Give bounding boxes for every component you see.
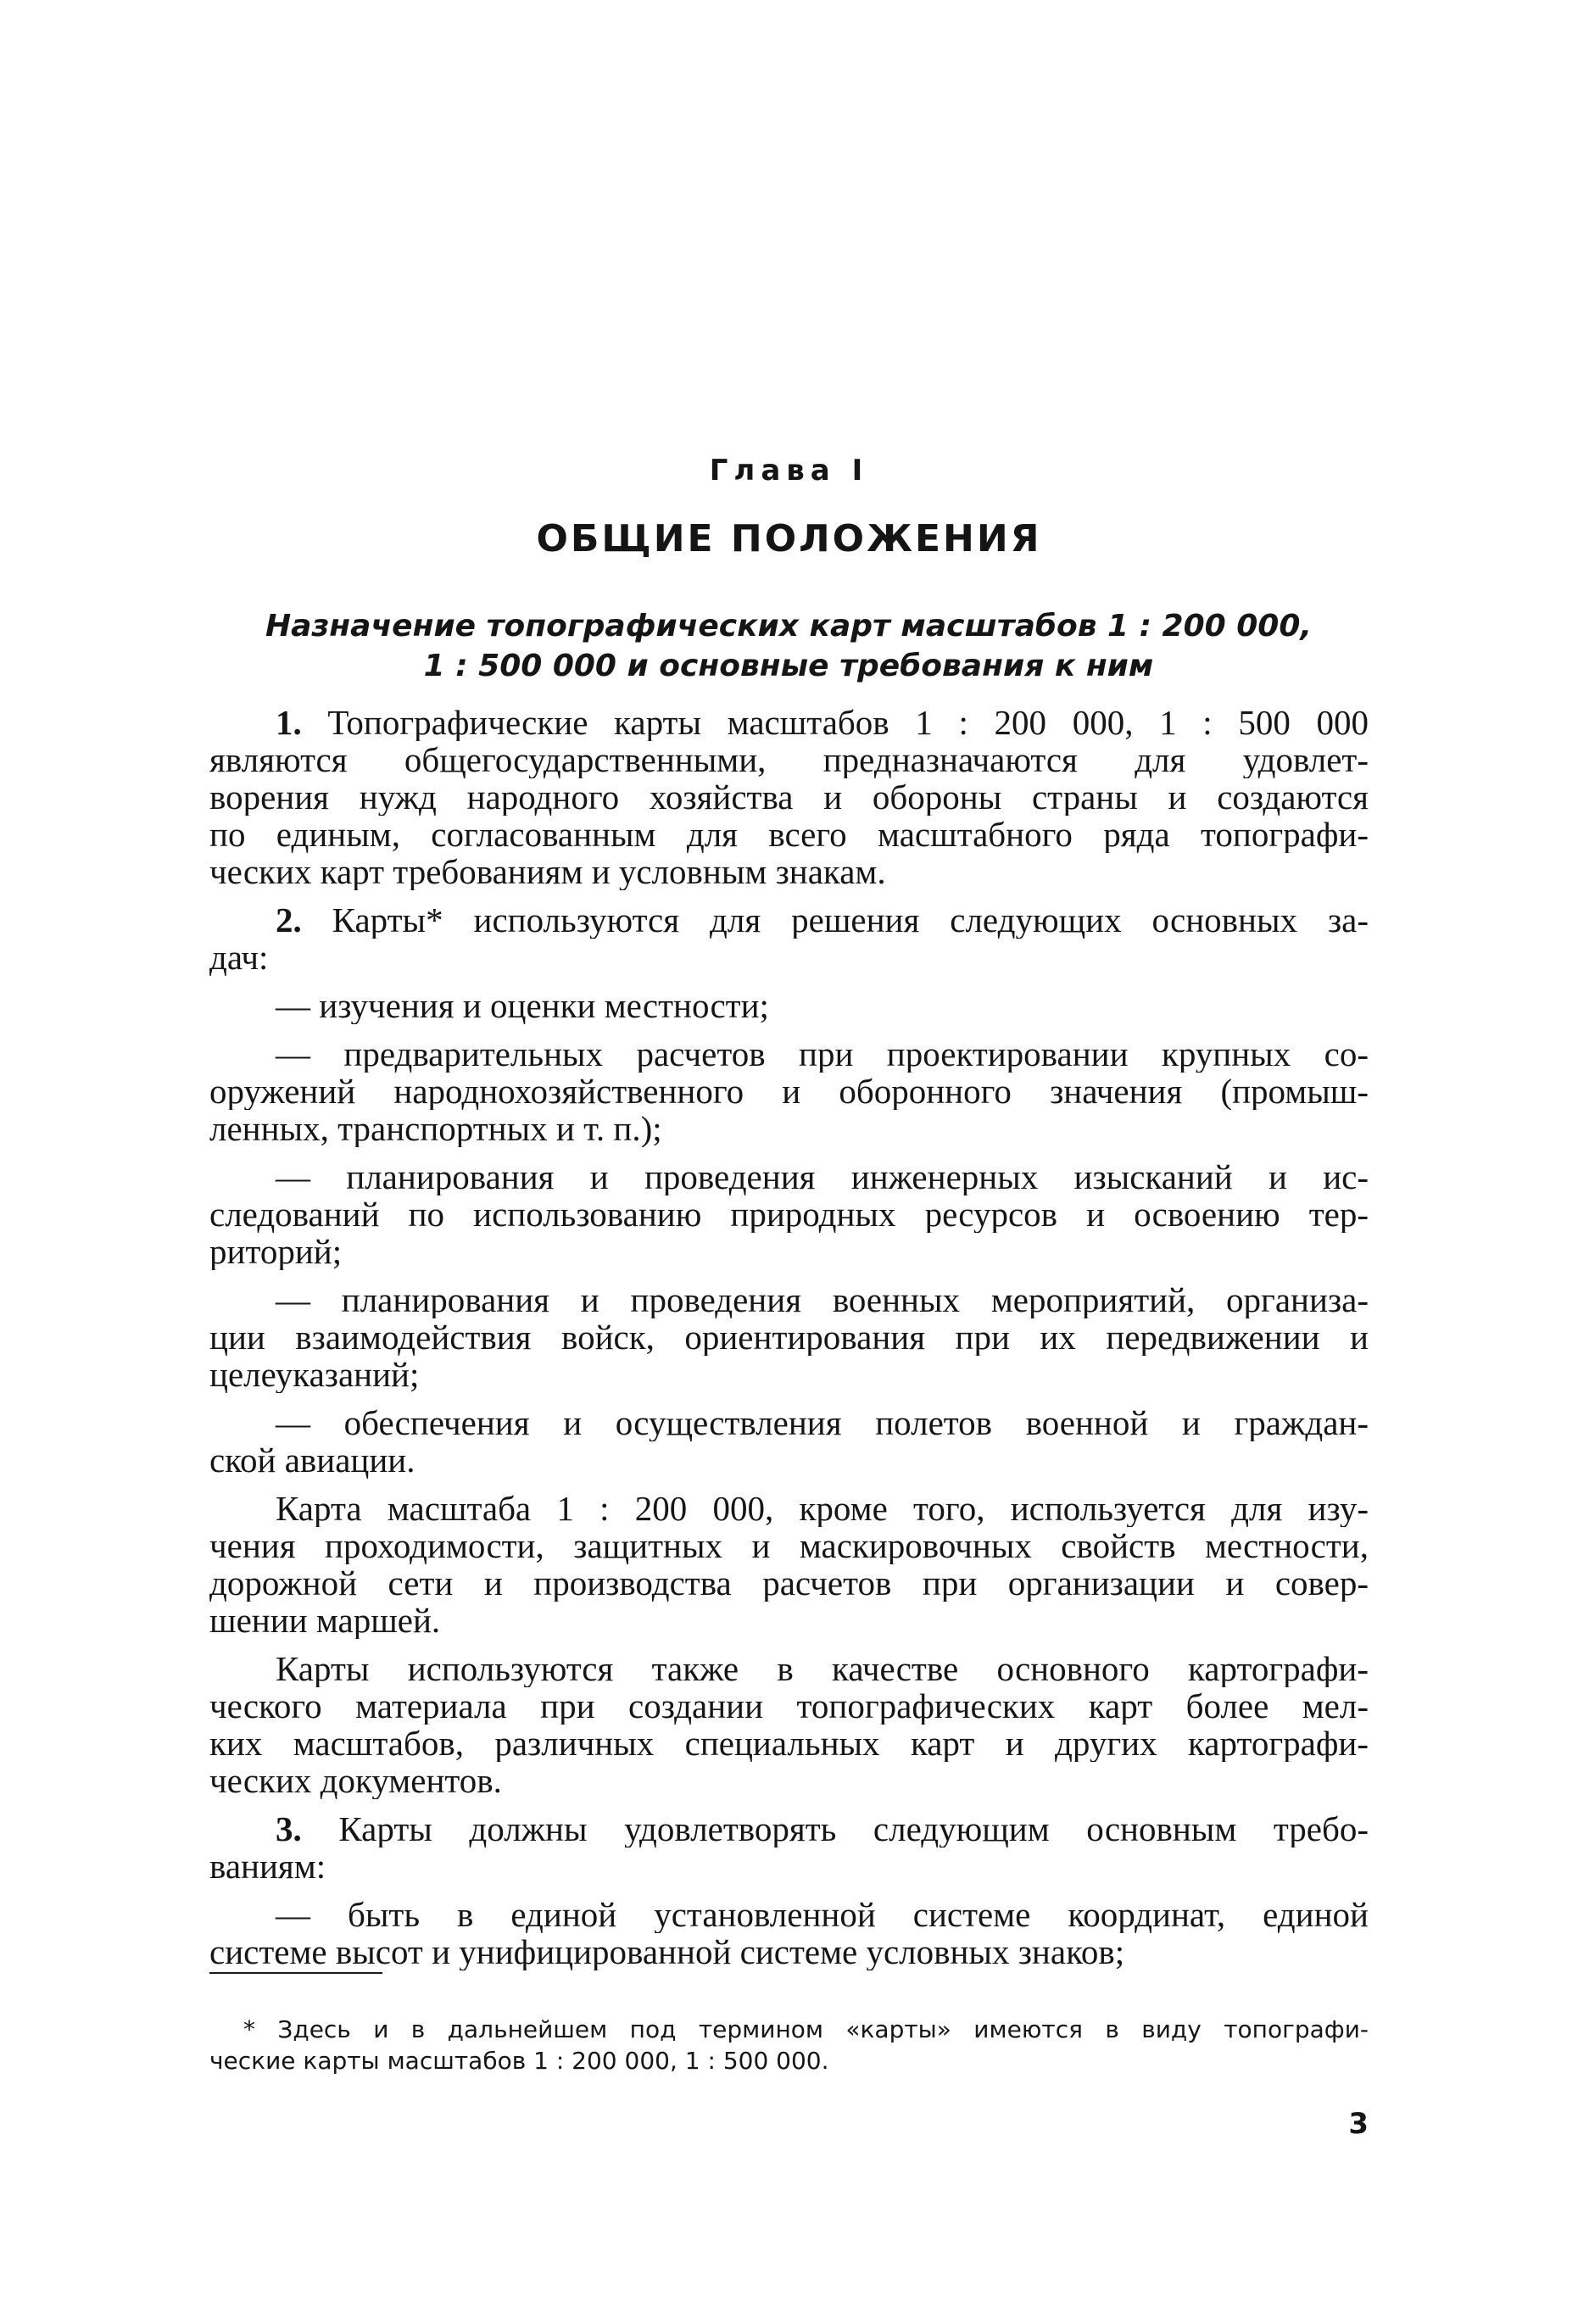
text-line: дач: [209,939,269,976]
body-text [209,704,1369,1981]
paragraph-number: 2. [276,901,302,939]
text-line: Карта масштаба 1 : 200 000, кроме того, используется для изу- [276,1490,1369,1527]
text-line: ческих документов. [209,1762,502,1799]
text-line: ческого материала при создании топографических карт более мел- [209,1687,1369,1725]
text-line: системе высот и унифицированной системе условных знаков; [209,1933,1125,1970]
paragraph-number: 1. [276,704,302,741]
text-line: ции взаимодействия войск, ориентирования при их передвижении и [209,1318,1369,1356]
paragraph [209,1650,1369,1799]
paragraph-2 [209,901,1369,976]
paragraph-number: 3. [276,1810,302,1847]
text-line: Карты используются также в качестве основного картографи- [276,1650,1369,1687]
text-line: ворения нужд народного хозяйства и обороны страны и создаются [209,778,1369,816]
text-line: являются общегосударственными, предназначаются для удовлет- [209,741,1369,778]
text-line: шении маршей. [209,1602,441,1639]
text-line: риторий; [209,1233,343,1270]
paragraph-3 [209,1810,1369,1885]
text-line: по единым, согласованным для всего масштабного ряда топографи- [209,816,1369,853]
footnote-line: * Здесь и в дальнейшем под термином «карты» имеются в виду топографи- [243,2015,1369,2043]
list-item [209,1404,1369,1479]
section-heading-line: 1 : 500 000 и основные требования к ним [423,649,1154,683]
text-line: ческих карт требованиям и условным знакам. [209,853,886,890]
footnote-line: ческие карты масштабов 1 : 200 000, 1 : 500 000. [209,2047,829,2075]
chapter-label: Глава I [709,454,869,488]
text-line: — быть в единой установленной системе координат, единой [276,1896,1369,1933]
text-line: чения проходимости, защитных и маскировочных свойств местности, [209,1527,1369,1564]
text-line: дорожной сети и производства расчетов при организации и совер- [209,1564,1369,1602]
text-line: 3. Карты должны удовлетворять следующим основным требо- [276,1810,1369,1847]
text-line: целеуказаний; [209,1356,420,1393]
list-item [209,1896,1369,1970]
text-line: 2. Карты* используются для решения следующих основных за- [276,901,1369,939]
footnote-divider [209,1972,382,1974]
chapter-title: ОБЩИЕ ПОЛОЖЕНИЯ [536,517,1042,560]
text-line: оружений народнохозяйственного и оборонного значения (промыш- [209,1073,1369,1110]
text-line: — изучения и оценки местности; [276,987,769,1024]
list-item [209,1281,1369,1393]
page-number: 3 [1348,2107,1369,2141]
text-line: ленных, транспортных и т. п.); [209,1110,662,1147]
text-line: ской авиации. [209,1441,415,1479]
section-heading-line: Назначение топографических карт масштабов 1 : 200 000, [265,609,1313,644]
text-line: — предварительных расчетов при проектировании крупных со- [276,1035,1369,1073]
list-item [209,1035,1369,1147]
text-line: — планирования и проведения инженерных изысканий и ис- [276,1158,1369,1195]
text-line: — обеспечения и осуществления полетов военной и граждан- [276,1404,1369,1441]
paragraph-1 [209,704,1369,890]
text-line: 1. Топографические карты масштабов 1 : 200 000, 1 : 500 000 [276,704,1369,741]
section-heading [204,606,1374,686]
text-line: следований по использованию природных ресурсов и освоению тер- [209,1195,1369,1233]
list-item [209,987,1369,1024]
text-line: ваниям: [209,1847,326,1885]
paragraph [209,1490,1369,1639]
footnote [209,2014,1369,2076]
text-line: — планирования и проведения военных мероприятий, организа- [276,1281,1369,1318]
list-item [209,1158,1369,1270]
text-line: ких масштабов, различных специальных карт и других картографи- [209,1725,1369,1762]
